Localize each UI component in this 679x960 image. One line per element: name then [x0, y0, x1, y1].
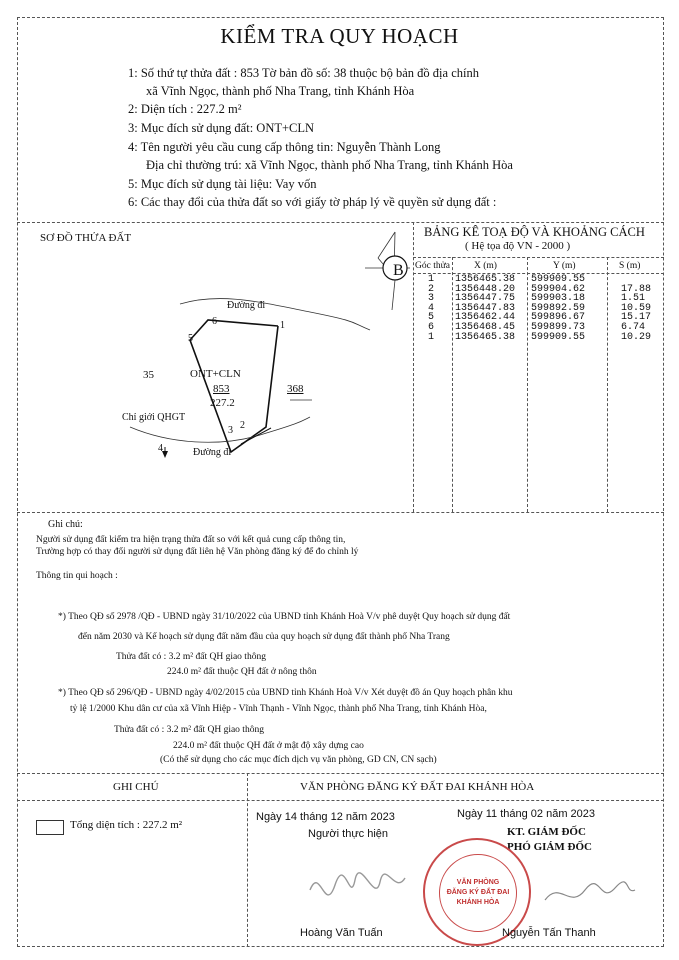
info-line-3: 3: Mục đích sử dụng đất: ONT+CLN — [128, 121, 315, 135]
coord-s: 10.29 — [621, 331, 652, 343]
role-right-2: PHÓ GIÁM ĐỐC — [507, 841, 592, 853]
parcel-number: 853 — [213, 383, 230, 395]
signature-right — [540, 870, 640, 920]
footer-notes-heading: GHI CHÚ — [113, 781, 159, 793]
coords-header-top — [413, 257, 664, 258]
coord-y: 599903.18 — [531, 293, 586, 305]
coord-s: 15.17 — [621, 312, 652, 324]
point-4-label: 4 — [158, 443, 163, 454]
coords-heading: BẢNG KÊ TOẠ ĐỘ VÀ KHOẢNG CÁCH — [424, 225, 645, 239]
boundary-label: Chỉ giới QHGT — [122, 412, 186, 423]
coord-y: 599896.67 — [531, 312, 586, 324]
coords-col-divider — [452, 257, 453, 512]
coords-header-y: Y (m) — [553, 261, 576, 271]
coord-x: 1356468.45 — [455, 322, 516, 333]
coord-point: 2 — [428, 283, 435, 295]
footer-office-heading: VĂN PHÒNG ĐĂNG KÝ ĐẤT ĐAI KHÁNH HÒA — [300, 781, 535, 793]
note-2: Trường hợp có thay đổi người sử dụng đất liên hệ Văn phòng đăng ký để đo chỉnh lý — [36, 547, 359, 557]
planning-1c: Thửa đất có : 3.2 m² đất QH giao thông — [116, 652, 266, 662]
coords-subheading: ( Hệ tọa độ VN - 2000 ) — [465, 240, 571, 252]
info-line-2: 2: Diện tích : 227.2 m² — [128, 102, 242, 116]
parcel-map — [110, 222, 413, 512]
planning-2b: tỷ lệ 1/2000 Khu dân cư của xã Vĩnh Hiệp - Vĩnh Thạnh - Vĩnh Ngọc, thành phố Nha Trang, tỉnh Khánh Hòa, — [70, 704, 487, 714]
coords-header-x: X (m) — [474, 261, 497, 271]
coord-x: 1356465.38 — [455, 274, 516, 285]
info-line-4: 4: Tên người yêu cầu cung cấp thông tin: Nguyễn Thành Long — [128, 140, 441, 154]
coord-y: 599904.62 — [531, 283, 586, 295]
coord-point: 6 — [428, 322, 435, 333]
road-bottom-label: Đường đi — [193, 447, 232, 458]
point-6-label: 6 — [212, 316, 217, 327]
map-heading: SƠ ĐỒ THỬA ĐẤT — [40, 232, 132, 244]
coord-x: 1356448.20 — [455, 283, 516, 295]
planning-1b: đến năm 2030 và Kế hoạch sử dụng đất năm đầu của quy hoạch sử dụng đất thành phố Nha Trang — [78, 632, 450, 642]
separator-vertical — [413, 222, 414, 512]
planning-1a: *) Theo QĐ số 2978 /QĐ - UBND ngày 31/10/2022 của UBND tỉnh Khánh Hoà V/v phê duyệt Quy hoạch sử dụng đất — [58, 612, 511, 622]
note-1: Người sử dụng đất kiểm tra hiện trạng thửa đất so với kết quả cung cấp thông tin, — [36, 535, 346, 545]
coord-y: 599892.59 — [531, 302, 586, 314]
planning-1d: 224.0 m² đất thuộc QH đất ở nông thôn — [167, 667, 317, 677]
coord-x: 1356447.83 — [455, 302, 516, 314]
road-top-label: Đường đi — [227, 300, 266, 311]
land-use-label: ONT+CLN — [190, 368, 241, 380]
info-line-1b: xã Vĩnh Ngọc, thành phố Nha Trang, tỉnh Khánh Hòa — [146, 84, 415, 98]
info-line-1: 1: Số thứ tự thửa đất : 853 Tờ bản đồ số: 38 thuộc bộ bản đồ địa chính — [128, 66, 479, 80]
coords-col-divider — [527, 257, 528, 512]
planning-label: Thông tin qui hoạch : — [36, 571, 118, 581]
coord-y: 599909.55 — [531, 274, 586, 285]
role-left: Người thực hiện — [308, 828, 389, 840]
coord-point: 4 — [428, 302, 435, 314]
info-line-6: 6: Các thay đổi của thửa đất so với giấy tờ pháp lý về quyền sử dụng đất : — [128, 195, 497, 209]
parcel-area: 227.2 — [210, 397, 235, 409]
separator — [17, 512, 664, 513]
compass-letter: B — [393, 262, 404, 279]
total-area: Tổng diện tích : 227.2 m² — [70, 819, 183, 831]
planning-2e: (Có thể sử dụng cho các mục đích dịch vụ văn phòng, GD CN, CN sạch) — [160, 755, 437, 765]
coords-header-s: S (m) — [619, 261, 641, 271]
legend-box — [36, 820, 64, 835]
coord-x: 1356447.75 — [455, 293, 516, 305]
point-3-label: 3 — [228, 425, 233, 436]
neighbor-left: 35 — [143, 369, 154, 381]
office-stamp: VĂN PHÒNG ĐĂNG KÝ ĐẤT ĐAI KHÁNH HÒA — [423, 838, 531, 946]
role-right-1: KT. GIÁM ĐỐC — [507, 826, 586, 838]
planning-2a: *) Theo QĐ số 296/QĐ - UBND ngày 4/02/2015 của UBND tỉnh Khánh Hoà V/v Xét duyệt đồ án Quy hoạch phân khu — [58, 688, 513, 698]
point-2-label: 2 — [240, 420, 245, 431]
point-5-label: 5 — [188, 333, 193, 344]
coords-header-pt: Góc thửa — [415, 261, 450, 271]
parcel-outline — [190, 320, 278, 452]
coord-point: 5 — [428, 312, 435, 324]
coord-point: 1 — [428, 274, 435, 285]
coord-s: 1.51 — [621, 293, 646, 305]
neighbor-right: 368 — [287, 383, 304, 395]
coord-x: 1356462.44 — [455, 312, 516, 324]
coord-y: 599899.73 — [531, 322, 586, 333]
document-title: KIỂM TRA QUY HOẠCH — [220, 24, 459, 48]
separator-vertical — [247, 773, 248, 947]
signature-left — [300, 860, 410, 920]
coord-point: 1 — [428, 331, 435, 343]
coord-s: 10.59 — [621, 302, 652, 314]
date-left: Ngày 14 tháng 12 năm 2023 — [256, 811, 395, 823]
separator — [17, 800, 664, 801]
coord-y: 599909.55 — [531, 331, 586, 343]
coords-col-divider — [607, 257, 608, 512]
planning-2c: Thửa đất có : 3.2 m² đất QH giao thông — [114, 725, 264, 735]
signer-left: Hoàng Văn Tuấn — [300, 927, 383, 939]
info-line-5: 5: Mục đích sử dụng tài liệu: Vay vốn — [128, 177, 317, 191]
planning-2d: 224.0 m² đất thuộc QH đất ở mật độ xây dựng cao — [173, 741, 364, 751]
info-line-4b: Địa chỉ thường trú: xã Vĩnh Ngọc, thành phố Nha Trang, tỉnh Khánh Hòa — [146, 158, 513, 172]
date-right: Ngày 11 tháng 02 năm 2023 — [457, 808, 596, 820]
coord-s: 6.74 — [621, 322, 646, 333]
separator — [17, 773, 664, 774]
notes-label: Ghi chú: — [48, 519, 83, 530]
signer-right: Nguyễn Tấn Thanh — [502, 927, 596, 939]
coord-x: 1356465.38 — [455, 331, 516, 343]
point-1-label: 1 — [280, 320, 285, 331]
coord-point: 3 — [428, 293, 435, 305]
coord-s: 17.88 — [621, 283, 652, 295]
